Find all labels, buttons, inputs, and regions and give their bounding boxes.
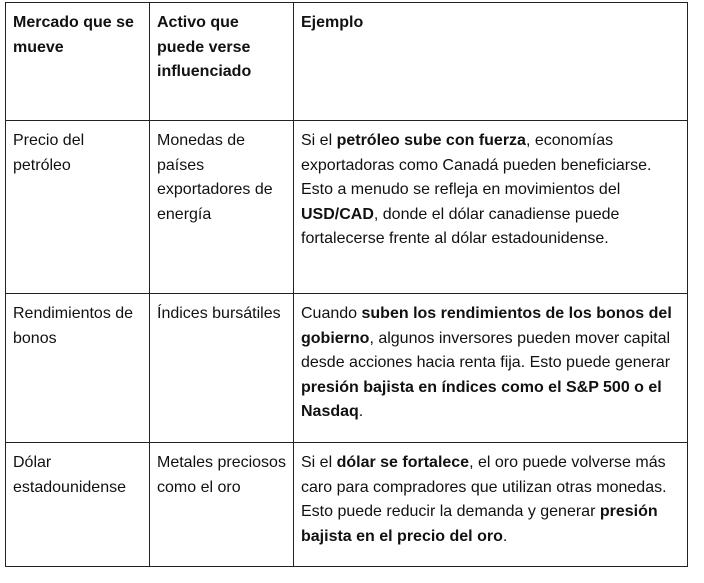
example-text: Cuando [301, 305, 362, 322]
example-emphasis: petróleo sube con fuerza [336, 132, 526, 149]
table-row [6, 294, 688, 443]
cell-asset: Monedas de países exportadores de energía [150, 121, 294, 294]
cell-market: Precio del petróleo [6, 121, 150, 294]
cell-example [294, 121, 688, 294]
example-text: , economías exportadoras como Canadá pueden beneficiarse. Esto a menudo se refleja en movimientos del [301, 132, 652, 198]
example-emphasis: presión bajista en el precio del oro [301, 503, 658, 545]
table-row [6, 121, 688, 294]
cell-example [294, 443, 688, 567]
cell-asset: Índices bursátiles [150, 294, 294, 443]
table-row [6, 443, 688, 567]
cell-market: Dólar estadounidense [6, 443, 150, 567]
cell-example [294, 294, 688, 443]
example-text: Si el [301, 132, 337, 149]
example-emphasis: presión bajista en índices como el S&P 500 o el Nasdaq [301, 378, 662, 420]
header-cell-asset: Activo que puede verse influenciado [150, 3, 294, 121]
cell-market: Rendimientos de bonos [6, 294, 150, 443]
example-text: , algunos inversores pueden mover capital desde acciones hacia renta fija. Esto puede generar [301, 329, 671, 371]
example-text: . [502, 527, 508, 545]
example-text: . [358, 403, 364, 420]
example-emphasis: USD/CAD [301, 205, 374, 223]
example-emphasis: dólar se fortalece [336, 454, 470, 471]
example-emphasis: suben los rendimientos de los bonos del gobierno [301, 305, 672, 347]
example-text: , donde el dólar canadiense puede fortalecerse frente al dólar estadounidense. [301, 205, 620, 247]
table-header-row [6, 3, 688, 121]
header-cell-market: Mercado que se mueve [6, 3, 150, 121]
header-cell-example: Ejemplo [294, 3, 688, 121]
example-text: , el oro puede volverse más caro para compradores que utilizan otras monedas. Esto puede reducir la demanda y generar [301, 454, 667, 520]
example-text: Si el [301, 454, 337, 471]
market-influence-table [5, 2, 688, 567]
cell-asset: Metales preciosos como el oro [150, 443, 294, 567]
